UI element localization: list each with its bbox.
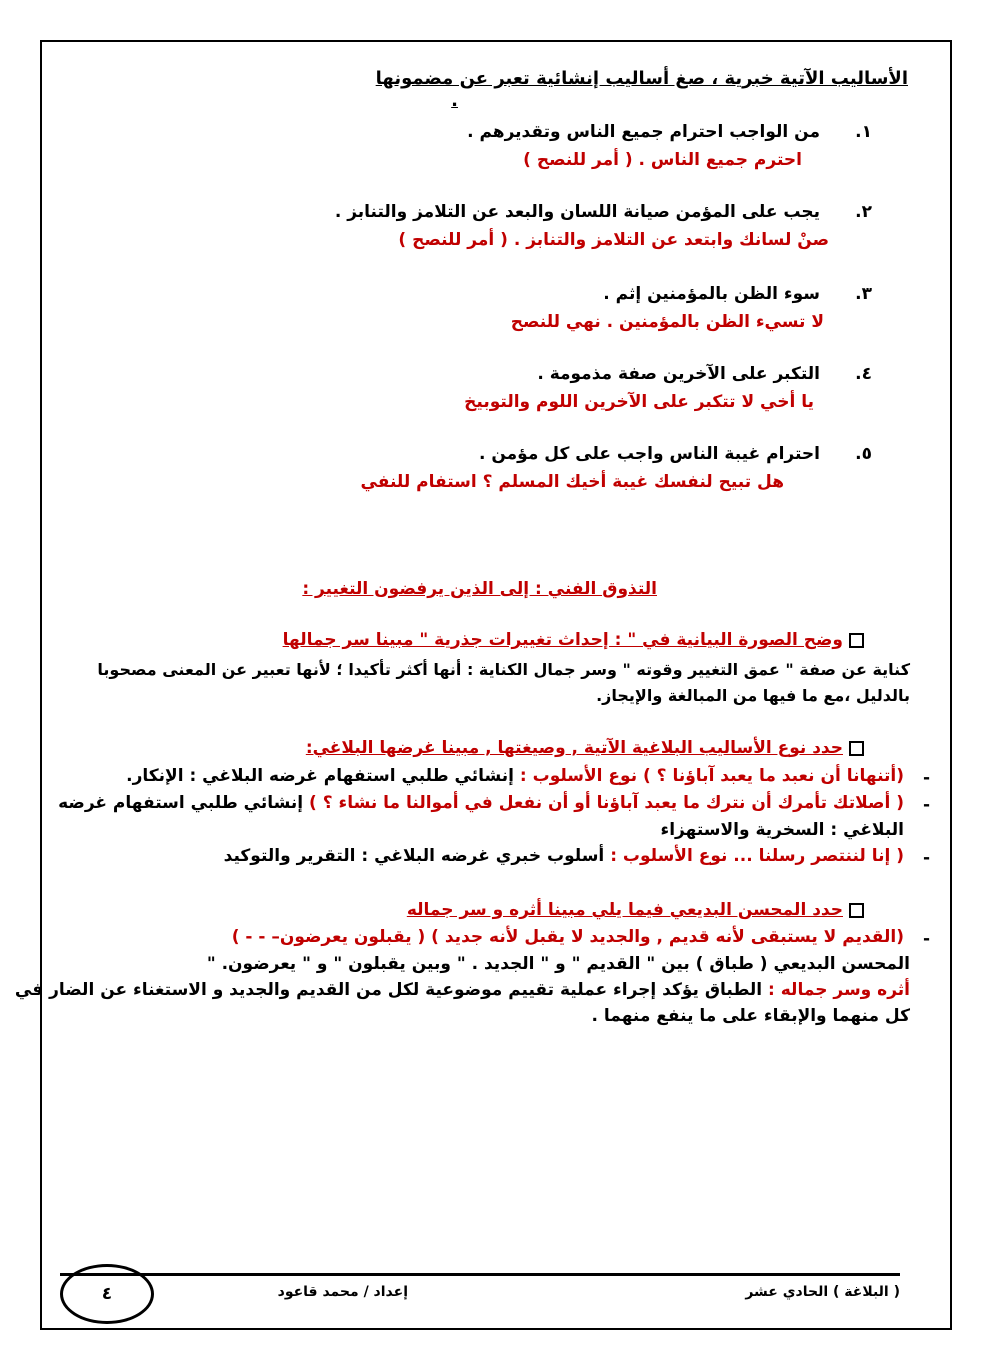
- section-title: التذوق الفني : إلى الذين يرفضون التغيير :: [302, 579, 657, 599]
- footer-subject: ( البلاغة ) الحادي عشر: [745, 1284, 900, 1300]
- item-number: ٢.: [855, 202, 872, 222]
- style-line-1: (أتنهانا أن نعبد ما يعبد آباؤنا ؟ ) نوع الأسلوب : إنشائي طلبي استفهام غرضه البلاغي : الإنكار.: [126, 766, 904, 786]
- footer-author: إعداد / محمد قاعود: [277, 1284, 408, 1300]
- checkbox-icon: [849, 741, 864, 756]
- item-number: ١.: [855, 122, 872, 142]
- item-answer: يا أخي لا تتكبر على الآخرين اللوم والتوبيخ: [464, 392, 814, 412]
- item-answer: صنْ لسانك وابتعد عن التلامز والتنابز . ( أمر للنصح ): [398, 230, 829, 250]
- instruction-line1: الأساليب الآتية خبرية ، صغ أساليب إنشائية تعبر عن مضمونها: [375, 68, 908, 89]
- instruction-line2: .: [451, 90, 458, 111]
- figure-line-1: (القديم لا يستبقى لأنه قديم , والجديد لا يقبل لأنه جديد ) ( يقبلون يعرضون– - - ): [231, 927, 904, 947]
- page-number: ٤: [60, 1264, 154, 1324]
- footer-divider: [60, 1273, 900, 1276]
- dash-bullet: -: [922, 768, 930, 788]
- figure-line-2: المحسن البديعي ( طباق ) بين " القديم " و " الجديد . " وبين يقبلون " و " يعرضون. ": [206, 954, 910, 974]
- item-answer: لا تسيء الظن بالمؤمنين . نهي للنصح: [510, 312, 824, 332]
- question-1: وضح الصورة البيانية في " : إحداث تغييرات جذرية " مبينا سر جمالها: [283, 629, 864, 651]
- item-number: ٤.: [855, 364, 872, 384]
- dash-bullet: -: [922, 929, 930, 949]
- question-2: حدد نوع الأساليب البلاغية الآتية , وصيغتها , مبينا غرضها البلاغي:: [306, 737, 864, 759]
- question-3: حدد المحسن البديعي فيما يلي مبينا أثره و سر جماله: [407, 899, 864, 921]
- style-line-2: ( أصلاتك تأمرك أن نترك ما يعبد آباؤنا أو أن نفعل في أموالنا ما نشاء ؟ ) إنشائي طلبي استفهام غرضه: [58, 793, 904, 813]
- item-text: التكبر على الآخرين صفة مذمومة .: [537, 364, 820, 384]
- checkbox-icon: [849, 903, 864, 918]
- item-text: احترام غيبة الناس واجب على كل مؤمن .: [478, 444, 820, 464]
- item-number: ٥.: [855, 444, 872, 464]
- answer-line: بالدليل ،مع ما فيها من المبالغة والإيجاز.: [596, 686, 910, 705]
- figure-line-4: كل منهما والإبقاء على ما ينفع منهما .: [591, 1006, 910, 1026]
- dash-bullet: -: [922, 848, 930, 868]
- item-answer: احترم جميع الناس . ( أمر للنصح ): [523, 150, 802, 170]
- style-line-4: ( إنا لننتصر رسلنا ... نوع الأسلوب : أسلوب خبري غرضه البلاغي : التقرير والتوكيد: [223, 846, 904, 866]
- figure-line-3: أثره وسر جماله : الطباق يؤكد إجراء عملية تقييم موضوعية لكل من القديم والجديد و الاستغناء عن الضار في: [14, 980, 910, 1000]
- answer-line: كناية عن صفة " عمق التغيير وقوته " وسر جمال الكناية : أنها أكثر تأكيدا ؛ لأنها تعبير عن المعنى مصحوبا: [97, 660, 910, 679]
- item-text: يجب على المؤمن صيانة اللسان والبعد عن التلامز والتنابز .: [334, 202, 820, 222]
- item-text: من الواجب احترام جميع الناس وتقديرهم .: [467, 122, 820, 142]
- item-answer: هل تبيح لنفسك غيبة أخيك المسلم ؟ استفام للنفي: [360, 472, 784, 492]
- item-number: ٣.: [855, 284, 872, 304]
- checkbox-icon: [849, 633, 864, 648]
- item-text: سوء الظن بالمؤمنين إثم .: [603, 284, 820, 304]
- dash-bullet: -: [922, 795, 930, 815]
- style-line-3: البلاغي : السخرية والاستهزاء: [660, 820, 904, 840]
